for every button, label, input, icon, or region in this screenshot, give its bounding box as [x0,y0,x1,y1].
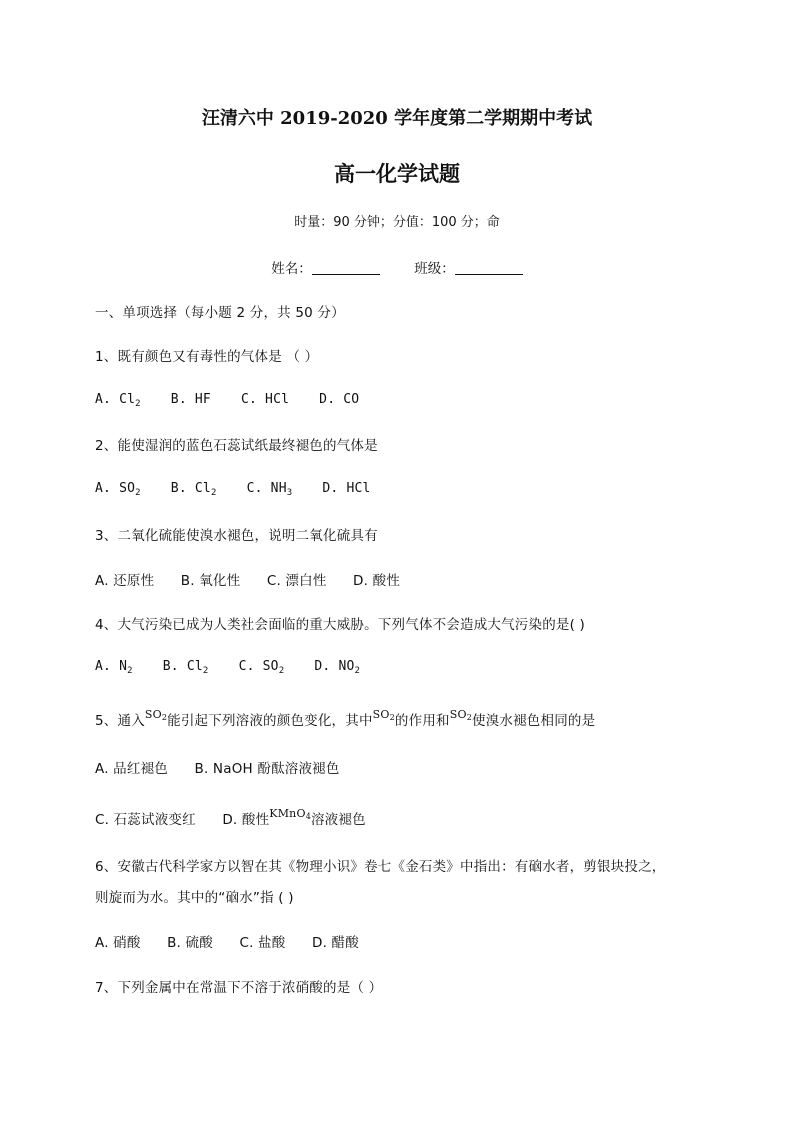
q6-option-b: B. 硫酸 [167,935,213,951]
class-blank [455,260,523,275]
q1-option-d: D. CO [319,392,360,407]
question-1-stem: 1、既有颜色又有毒性的气体是 （ ） [95,349,319,365]
q4-option-a: A. $N_2$ [95,659,133,676]
q1-option-b: B. HF [170,392,211,407]
q6-option-a: A. 硝酸 [95,935,141,951]
q2-option-a: A. $SO_2$ [95,481,141,498]
so2-formula-1: SO2 [144,708,168,722]
exam-title: 汪清六中 2019-2020 学年度第二学期期中考试 [201,108,593,129]
class-label: 班级： [414,261,455,277]
exam-subtitle: 高一化学试题 [334,161,460,186]
q2-option-c: C. $NH_3$ [246,481,293,498]
q1-option-a: A. $Cl_2$ [95,392,141,409]
question-2-options [95,481,393,496]
q1-option-c: C. HCl [240,392,290,407]
question-6-stem-line1: 6、安徽古代科学家方以智在其《物理小识》卷七《金石类》中指出：有硇水者，剪银块投之， [95,859,666,875]
question-3-stem: 3、二氧化硫能使溴水褪色，说明二氧化硫具有 [95,528,378,544]
question-4-options [95,659,382,674]
question-1-options [95,392,381,407]
q4-option-c: C. $SO_2$ [238,659,285,676]
q2-option-b: B. $Cl_2$ [170,481,217,498]
question-4-stem: 4、大气污染已成为人类社会面临的重大威胁。下列气体不会造成大气污染的是( ) [95,617,586,633]
question-6-options [95,931,381,951]
so2-formula-3: SO2 [449,708,472,722]
section-heading: 一、单项选择（每小题 2 分，共 50 分） [95,305,345,321]
q5-option-a: A. 品红褪色 [95,761,168,777]
q3-option-b: B. 氧化性 [180,573,241,589]
q5-option-c: C. 石蕊试液变红 [95,812,196,828]
q4-option-b: B. $Cl_2$ [162,659,209,676]
exam-meta: 时量：90 分钟；分值：100 分；命 [294,215,500,230]
so2-formula-2: SO2 [372,708,395,722]
question-5-stem: 5、通入$^{SO_2}$能引起下列溶液的颜色变化，其中$^{SO_2}$的作用和$^{SO_2}$使溴水褪色相同的是 [95,708,596,729]
q3-option-c: C. 漂白性 [266,573,327,589]
q5-option-b: B. NaOH 酚酞溶液褪色 [194,761,340,777]
q4-option-d: D. $NO_2$ [314,659,361,676]
name-blank [312,260,380,275]
question-3-options [95,569,422,589]
q5-option-d: D. 酸性$^{KMnO_4}$溶液褪色 [222,807,366,828]
student-info-row [0,257,794,277]
q3-option-a: A. 还原性 [95,573,155,589]
question-5-options-row2 [95,808,366,828]
question-2-stem: 2、能使湿润的蓝色石蕊试纸最终褪色的气体是 [95,438,378,454]
question-5-options-row1 [95,757,362,777]
q6-option-c: C. 盐酸 [239,935,286,951]
question-7-stem: 7、下列金属中在常温下不溶于浓硝酸的是（ ） [95,980,383,996]
name-label: 姓名： [271,261,312,277]
q3-option-d: D. 酸性 [353,573,401,589]
question-6-stem-line2: 则旋而为水。其中的“硇水”指 ( ) [95,890,294,906]
q2-option-d: D. HCl [322,481,371,496]
kmno4-formula: KMnO4 [269,807,311,821]
q6-option-d: D. 醋酸 [311,935,359,951]
